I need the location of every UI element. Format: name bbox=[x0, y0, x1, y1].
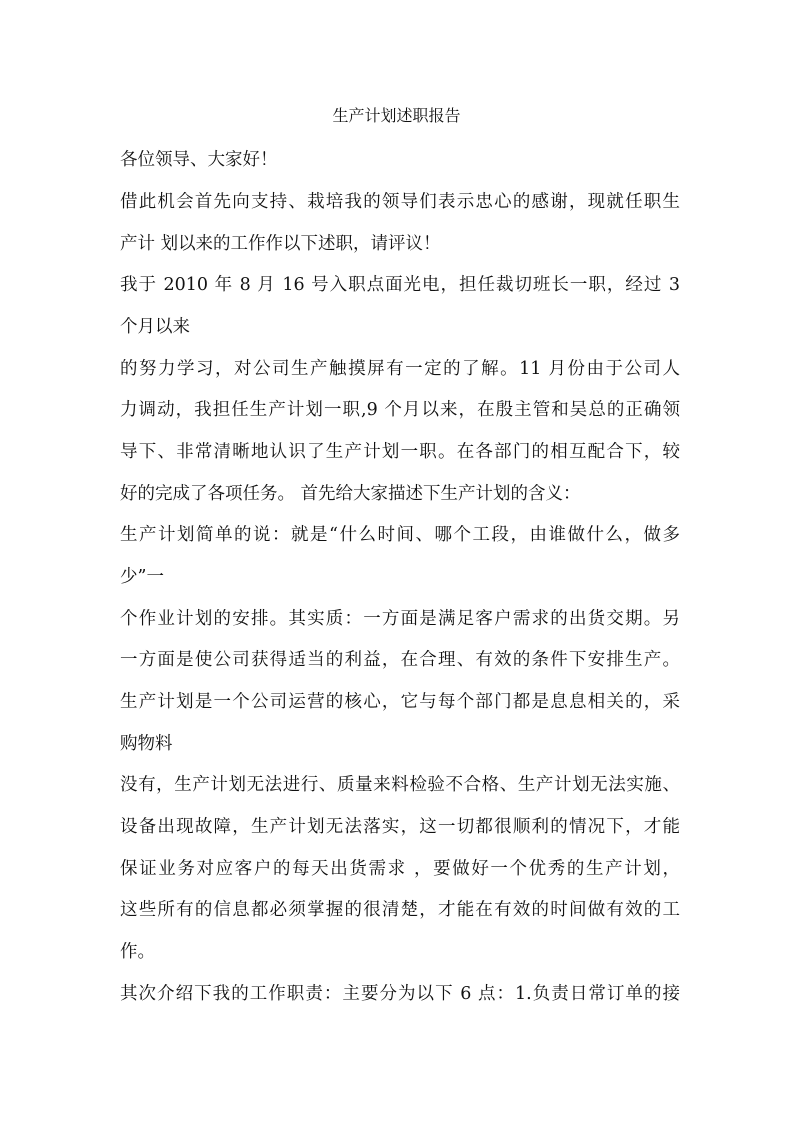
body-line: 产计 划以来的工作作以下述职，请评议！ bbox=[120, 234, 441, 254]
body-line: 导下、非常清晰地认识了生产计划一职。在各部门的相互配合下，较 bbox=[120, 442, 680, 462]
body-line: 购物料 bbox=[120, 734, 173, 754]
body-line: 借此机会首先向支持、栽培我的领导们表示忠心的感谢，现就任职生 bbox=[120, 192, 680, 212]
body-line: 设备出现故障，生产计划无法落实，这一切都很顺利的情况下，才能 bbox=[120, 817, 680, 837]
body-line: 的努力学习，对公司生产触摸屏有一定的了解。11 月份由于公司人 bbox=[120, 359, 680, 379]
body-line: 各位领导、大家好！ bbox=[120, 150, 278, 170]
body-line: 其次介绍下我的工作职责：主要分为以下 6 点：1.负责日常订单的接 bbox=[120, 984, 680, 1004]
body-line: 力调动，我担任生产计划一职,9 个月以来，在殷主管和吴总的正确领 bbox=[120, 400, 680, 420]
body-line: 我于 2010 年 8 月 16 号入职点面光电，担任裁切班长一职，经过 3 bbox=[120, 275, 680, 295]
body-line: 一方面是使公司获得适当的利益，在合理、有效的条件下安排生产。 bbox=[120, 650, 680, 670]
body-line: 保证业务对应客户的每天出货需求 ，要做好一个优秀的生产计划， bbox=[120, 859, 680, 879]
body-line: 这些所有的信息都必须掌握的很清楚，才能在有效的时间做有效的工 bbox=[120, 900, 680, 920]
body-line: 个月以来 bbox=[120, 317, 190, 337]
document-title: 生产计划述职报告 bbox=[332, 106, 461, 125]
body-line: 生产计划是一个公司运营的核心，它与每个部门都是息息相关的，采 bbox=[120, 692, 680, 712]
body-line: 少”一 bbox=[120, 567, 164, 587]
body-line: 个作业计划的安排。其实质：一方面是满足客户需求的出货交期。另 bbox=[120, 609, 680, 629]
body-line: 生产计划简单的说：就是“什么时间、哪个工段，由谁做什么，做多 bbox=[120, 525, 680, 545]
body-line: 作。 bbox=[120, 942, 155, 962]
body-line: 好的完成了各项任务。 首先给大家描述下生产计划的含义： bbox=[120, 484, 581, 504]
body-line: 没有，生产计划无法进行、质量来料检验不合格、生产计划无法实施、 bbox=[120, 775, 680, 795]
